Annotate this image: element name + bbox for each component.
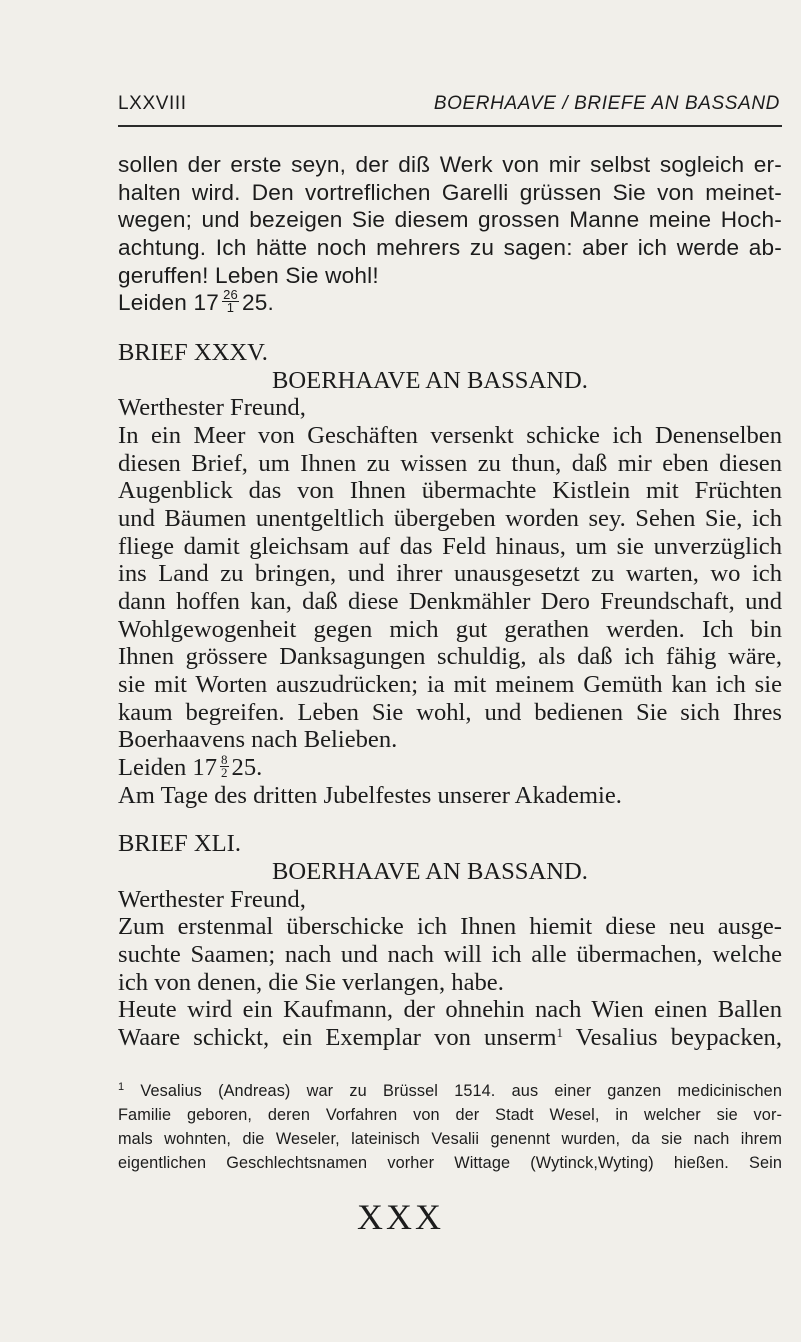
text-line: achtung. Ich hätte noch mehrers zu sagen: aber ich werde ab-: [118, 234, 782, 260]
text-line: Augenblick das von Ihnen übermachte Kistlein mit Früchten: [118, 477, 782, 505]
running-title: BOERHAAVE / BRIEFE AN BASSAND: [433, 93, 780, 114]
text-segment: Vesalius beypacken,: [562, 1024, 783, 1051]
footnote-text: Vesalius (Andreas) war zu Brüssel 1514. aus einer ganzen medicinischen: [124, 1082, 782, 1100]
fraction-numerator: 26: [223, 286, 238, 302]
text-line: fliege damit gleichsam auf das Feld hinaus, um sie unverzüglich: [118, 532, 782, 560]
fraction-numerator: 8: [221, 751, 228, 767]
page-number-roman: LXXVIII: [118, 93, 187, 114]
footnote-line: Familie geboren, deren Vorfahren von der Stadt Wesel, in welcher sie vor-: [118, 1106, 782, 1124]
letter-addressee: BOERHAAVE AN BASSAND.: [272, 858, 588, 886]
text-line: Heute wird ein Kaufmann, der ohnehin nach Wien einen Ballen: [118, 996, 782, 1024]
text-line: wegen; und bezeigen Sie diesem grossen Manne meine Hoch-: [118, 207, 782, 233]
text-line: und Bäumen unentgeltlich übergeben worden sey. Sehen Sie, ich: [118, 505, 782, 533]
text-line: diesen Brief, um Ihnen zu wissen zu thun, daß mir eben diesen: [118, 449, 782, 477]
date-prefix: Leiden 17: [118, 753, 218, 781]
text-line: sollen der erste seyn, der diß Werk von mir selbst sogleich er-: [118, 152, 782, 177]
date-line: [118, 286, 274, 317]
letter-addressee: BOERHAAVE AN BASSAND.: [272, 366, 588, 394]
text-line: halten wird. Den vortreflichen Garelli grüssen Sie von meinet-: [118, 179, 782, 205]
text-line: dann hoffen kan, daß diese Denkmähler Dero Freundschaft, und: [118, 588, 782, 615]
date-fraction: [222, 286, 239, 315]
fraction-denominator: 1: [226, 299, 235, 315]
text-line: kaum begreifen. Leben Sie wohl, und bedienen Sie sich Ihres: [118, 698, 782, 726]
letter-heading: BRIEF XLI.: [118, 830, 241, 858]
date-fraction: [220, 751, 229, 780]
salutation: Werthester Freund,: [118, 394, 306, 422]
footnote-reference[interactable]: 1: [556, 1025, 563, 1040]
closing-line: Am Tage des dritten Jubelfestes unserer Akademie.: [118, 781, 622, 809]
running-header: [118, 93, 782, 123]
text-line: geruffen! Leben Sie wohl!: [118, 262, 379, 288]
fraction-denominator: 2: [221, 764, 228, 780]
text-segment: Waare schickt, ein Exemplar von unserm: [118, 1024, 557, 1051]
text-line: sie mit Worten auszudrücken; ia mit meinem Gemüth kan ich sie: [118, 670, 782, 698]
text-line: In ein Meer von Geschäften versenkt schicke ich Denenselben: [118, 422, 782, 450]
text-line: Ihnen grössere Danksagungen schuldig, als daß ich fähig wäre,: [118, 643, 782, 671]
text-line: [118, 1024, 782, 1052]
salutation: Werthester Freund,: [118, 885, 306, 913]
footnote-line: [118, 1082, 782, 1101]
date-suffix: 25.: [241, 290, 274, 316]
text-line: Wohlgewogenheit gegen mich gut gerathen werden. Ich bin: [118, 615, 782, 643]
footnote-line: mals wohnten, die Weseler, lateinisch Vesalii genennt wurden, da sie nach ihrem: [118, 1130, 782, 1148]
text-line: ich von denen, die Sie verlangen, habe.: [118, 968, 504, 996]
letter-heading: BRIEF XXXV.: [118, 339, 268, 367]
header-rule: [118, 125, 782, 127]
page-folio: XXX: [357, 1197, 444, 1237]
date-prefix: Leiden 17: [118, 290, 220, 316]
footnote-line: eigentlichen Geschlechtsnamen vorher Wittage (Wytinck,Wyting) hießen. Sein: [118, 1154, 782, 1172]
text-line: Boerhaavens nach Belieben.: [118, 726, 398, 754]
footnote-mark: 1: [118, 1081, 125, 1093]
text-line: Zum erstenmal überschicke ich Ihnen hiemit diese neu ausge-: [118, 913, 782, 941]
date-suffix: 25.: [231, 753, 263, 781]
date-line: [118, 751, 263, 782]
text-line: ins Land zu bringen, und ihrer unausgesetzt zu warten, wo ich: [118, 560, 782, 588]
text-line: suchte Saamen; nach und nach will ich alle übermachen, welche: [118, 941, 782, 969]
